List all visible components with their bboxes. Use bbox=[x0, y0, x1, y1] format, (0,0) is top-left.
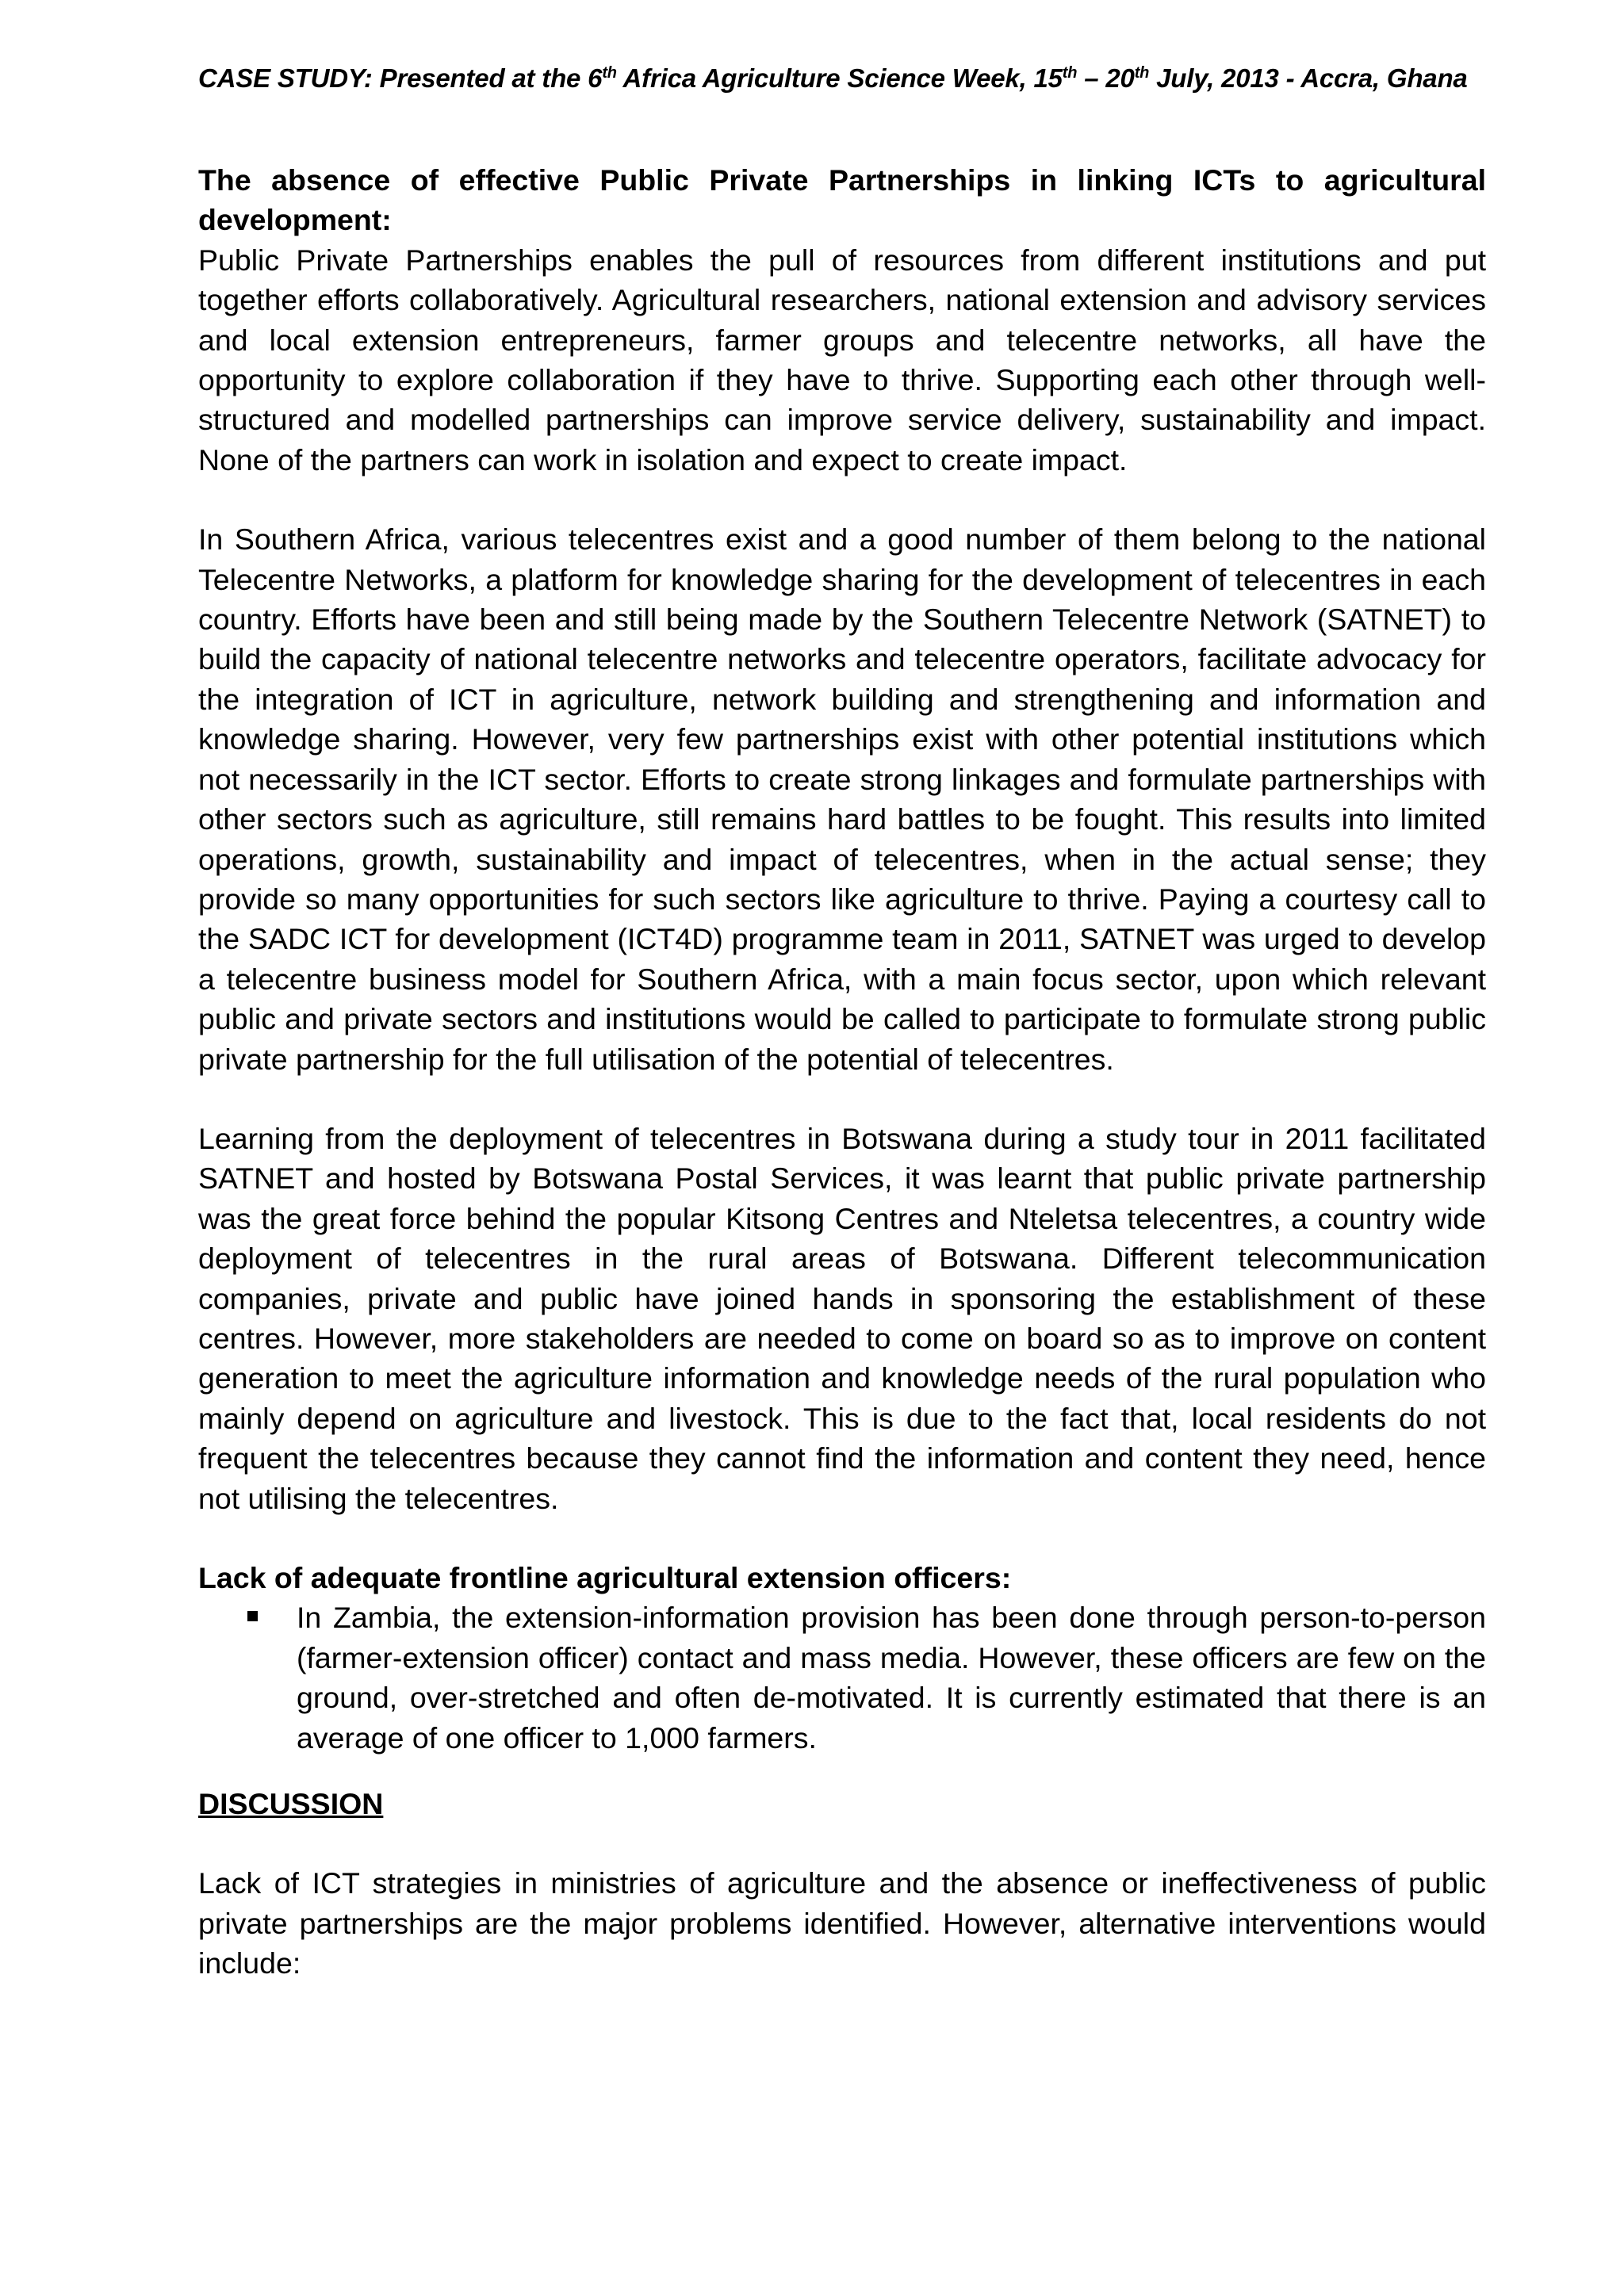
section-heading-ppp: The absence of effective Public Private Partnerships in linking ICTs to agricultural development: bbox=[198, 163, 1486, 237]
document-body bbox=[198, 160, 1486, 1984]
section-heading-extension-officers: Lack of adequate frontline agricultural extension officers: bbox=[198, 1561, 1012, 1594]
header-sup-2: th bbox=[1062, 64, 1078, 82]
header-prefix: CASE STUDY: Presented at the 6 bbox=[198, 63, 603, 93]
header-suffix: July, 2013 - Accra, Ghana bbox=[1149, 63, 1468, 93]
list-item bbox=[198, 1598, 1486, 1758]
square-bullet-icon bbox=[247, 1611, 258, 1621]
header-middle-2: – 20 bbox=[1077, 63, 1135, 93]
paragraph-spacer bbox=[198, 1518, 1486, 1558]
paragraph-botswana: Learning from the deployment of telecentres in Botswana during a study tour in 2011 facilitated SATNET and hosted by Botswana Postal Services, it was learnt that public private partnership was the great force behind the popular Kitsong Centres and Nteletsa telecentres, a country wide deployment of telecentres in the rural areas of Botswana. Different telecommunication companies, private and public have joined hands in sponsoring the establishment of these centres. However, more stakeholders are needed to come on board so as to improve on content generation to meet the agriculture information and knowledge needs of the rural population who mainly depend on agriculture and livestock. This is due to the fact that, local residents do not frequent the telecentres because they cannot find the information and content they need, hence not utilising the telecentres. bbox=[198, 1121, 1486, 1515]
paragraph-discussion: Lack of ICT strategies in ministries of agriculture and the absence or ineffectiveness of public private partnerships are the major problems identified. However, alternative interventions would include: bbox=[198, 1866, 1486, 1980]
running-header bbox=[198, 63, 1486, 94]
paragraph-spacer bbox=[198, 1079, 1486, 1119]
header-sup-1: th bbox=[602, 64, 617, 82]
bullet-list bbox=[198, 1598, 1486, 1758]
discussion-title: DISCUSSION bbox=[198, 1787, 384, 1821]
paragraph-spacer bbox=[198, 1823, 1486, 1863]
bullet-text-zambia: In Zambia, the extension-information provision has been done through person-to-person (farmer-extension officer) contact and mass media. However, these officers are few on the ground, over-stretched and often de-motivated. It is currently estimated that there is an average of one officer to 1,000 farmers. bbox=[297, 1601, 1486, 1755]
header-middle-1: Africa Agriculture Science Week, 15 bbox=[616, 63, 1063, 93]
paragraph-ppp-intro: Public Private Partnerships enables the pull of resources from different institutions and put together efforts collaboratively. Agricultural researchers, national extension and advisory services and local extension entrepreneurs, farmer groups and telecentre networks, all have the opportunity to explore collaboration if they have to thrive. Supporting each other through well-structured and modelled partnerships can improve service delivery, sustainability and impact. None of the partners can work in isolation and expect to create impact. bbox=[198, 243, 1486, 476]
paragraph-spacer bbox=[198, 480, 1486, 519]
paragraph-southern-africa: In Southern Africa, various telecentres exist and a good number of them belong to the national Telecentre Networks, a platform for knowledge sharing for the development of telecentres in each country. Efforts have been and still being made by the Southern Telecentre Network (SATNET) to build the capacity of national telecentre networks and telecentre operators, facilitate advocacy for the integration of ICT in agriculture, network building and strengthening and information and knowledge sharing. However, very few partnerships exist with other potential institutions which not necessarily in the ICT sector. Efforts to create strong linkages and formulate partnerships with other sectors such as agriculture, still remains hard battles to be fought. This results into limited operations, growth, sustainability and impact of telecentres, when in the actual sense; they provide so many opportunities for such sectors like agriculture to thrive. Paying a courtesy call to the SADC ICT for development (ICT4D) programme team in 2011, SATNET was urged to develop a telecentre business model for Southern Africa, with a main focus sector, upon which relevant public and private sectors and institutions would be called to participate to formulate strong public private partnership for the full utilisation of the potential of telecentres. bbox=[198, 522, 1486, 1076]
header-sup-3: th bbox=[1134, 64, 1150, 82]
paragraph-spacer bbox=[198, 1758, 1486, 1784]
